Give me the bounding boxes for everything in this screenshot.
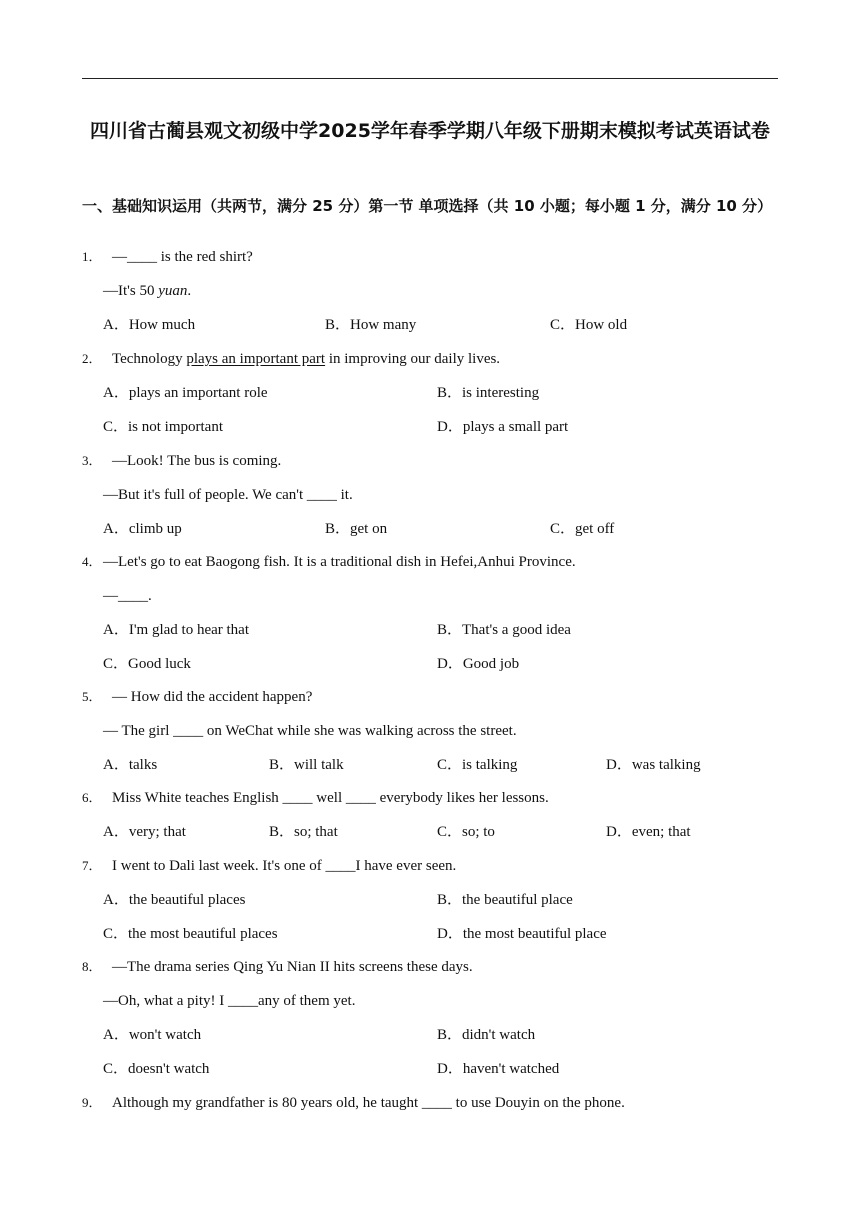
option-c: C．so; to xyxy=(437,824,495,840)
question-number: 4． xyxy=(82,554,102,569)
underlined-phrase: plays an important part xyxy=(186,351,326,367)
option-a: A．talks xyxy=(103,757,158,773)
question-number: 2． xyxy=(82,351,102,366)
question-text: — How did the accident happen? xyxy=(112,689,313,705)
question-text: —It's 50 yuan. xyxy=(103,283,192,299)
question-text: — The girl ____ on WeChat while she was walking across the street. xyxy=(103,723,517,739)
question-text: —Oh, what a pity! I ____any of them yet. xyxy=(103,993,356,1009)
question-text: —____ is the red shirt? xyxy=(112,249,253,265)
option-a: A．very; that xyxy=(103,824,186,840)
option-b: B．the beautiful place xyxy=(437,892,573,908)
option-c: C．the most beautiful places xyxy=(103,926,278,942)
option-b: B．is interesting xyxy=(437,385,540,401)
section-heading: 一、基础知识运用（共两节，满分 25 分）第一节 单项选择（共 10 小题；每小题 1 分，满分 10 分） xyxy=(82,197,773,215)
option-a: A．plays an important role xyxy=(103,385,268,401)
question-number: 3． xyxy=(82,453,102,468)
option-a: A．won't watch xyxy=(103,1027,202,1043)
question-text: Miss White teaches English ____ well ____ everybody likes her lessons. xyxy=(112,790,549,806)
option-b: B．How many xyxy=(325,317,417,333)
question-text: —The drama series Qing Yu Nian II hits screens these days. xyxy=(112,959,473,975)
question-text: Although my grandfather is 80 years old, he taught ____ to use Douyin on the phone. xyxy=(112,1095,625,1111)
question-number: 8． xyxy=(82,959,102,974)
question-number: 7． xyxy=(82,858,102,873)
option-c: C．How old xyxy=(550,317,628,333)
option-c: C．is not important xyxy=(103,419,224,435)
option-a: A．the beautiful places xyxy=(103,892,246,908)
option-a: A．I'm glad to hear that xyxy=(103,622,249,638)
option-b: B．That's a good idea xyxy=(437,622,571,638)
option-d: D．plays a small part xyxy=(437,419,569,435)
option-c: C．is talking xyxy=(437,757,518,773)
option-c: C．doesn't watch xyxy=(103,1061,210,1077)
question-number: 9． xyxy=(82,1095,102,1110)
option-b: B．didn't watch xyxy=(437,1027,536,1043)
option-c: C．Good luck xyxy=(103,656,191,672)
option-d: D．haven't watched xyxy=(437,1061,560,1077)
question-text: Technology plays an important part in improving our daily lives. xyxy=(112,351,501,367)
option-d: D．the most beautiful place xyxy=(437,926,607,942)
option-a: A．climb up xyxy=(103,521,182,537)
question-text: —Let's go to eat Baogong fish. It is a traditional dish in Hefei,Anhui Province. xyxy=(103,554,576,570)
option-b: B．will talk xyxy=(269,757,344,773)
question-text: —But it's full of people. We can't ____ it. xyxy=(103,487,353,503)
question-number: 6． xyxy=(82,790,102,805)
option-b: B．get on xyxy=(325,521,388,537)
question-number: 1． xyxy=(82,249,102,264)
option-d: D．even; that xyxy=(606,824,691,840)
question-text: I went to Dali last week. It's one of ____I have ever seen. xyxy=(112,858,457,874)
question-text: —Look! The bus is coming. xyxy=(112,453,282,469)
option-b: B．so; that xyxy=(269,824,338,840)
question-text: —____. xyxy=(103,588,152,604)
option-d: D．was talking xyxy=(606,757,701,773)
header-rule xyxy=(82,78,778,79)
page-title: 四川省古蔺县观文初级中学2025学年春季学期八年级下册期末模拟考试英语试卷 xyxy=(90,120,770,142)
question-number: 5． xyxy=(82,689,102,704)
option-a: A．How much xyxy=(103,317,196,333)
option-c: C．get off xyxy=(550,521,615,537)
option-d: D．Good job xyxy=(437,656,520,672)
